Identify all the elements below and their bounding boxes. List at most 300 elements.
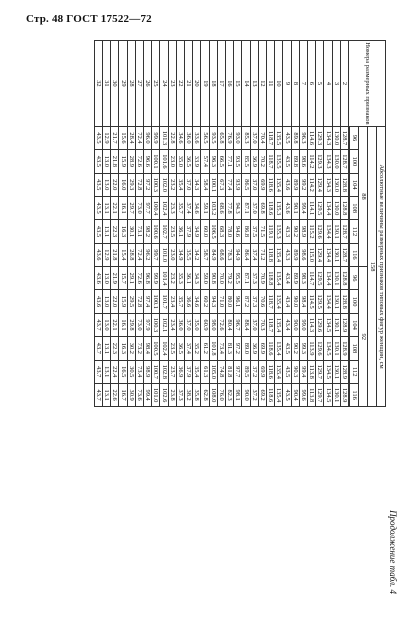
table-cell: 37.2 — [250, 360, 258, 383]
table-cell: 13.1 — [102, 360, 110, 383]
table-cell: 13.0 — [102, 267, 110, 290]
table-row — [299, 41, 307, 407]
table-cell: 87.1 — [242, 267, 250, 290]
table-cell: 99.9 — [152, 126, 160, 149]
table-cell: 16.0 — [119, 173, 127, 196]
table-cell: 80.4 — [225, 313, 233, 336]
table-cell: 67.3 — [217, 173, 225, 196]
row-number: 6 — [307, 41, 315, 127]
table-cell: 118.6 — [266, 173, 274, 196]
table-body — [94, 41, 348, 407]
table-cell: 128.8 — [340, 196, 348, 219]
table-title: Абсолютные величины размерных признаков типовых фигур женщин, см — [377, 126, 386, 407]
table-cell: 100.3 — [152, 173, 160, 196]
table-cell: 15.9 — [119, 290, 127, 313]
table-cell: 43.3 — [283, 220, 291, 243]
table-cell: 23.7 — [168, 360, 176, 383]
table-row — [111, 41, 119, 407]
table-cell: 128.9 — [340, 360, 348, 383]
table-cell: 15.7 — [119, 267, 127, 290]
table-cell: 99.4 — [143, 383, 151, 406]
row-number: 10 — [275, 41, 283, 127]
table-row — [201, 41, 209, 407]
row-number: 27 — [135, 41, 143, 127]
table-cell: 135.4 — [275, 337, 283, 360]
table-cell: 113.8 — [307, 383, 315, 406]
table-cell: 73.0 — [135, 313, 143, 336]
row-number: 4 — [324, 41, 332, 127]
table-cell: 35.0 — [193, 313, 201, 336]
table-cell: 93.5 — [234, 150, 242, 173]
table-cell: 130.1 — [332, 220, 340, 243]
table-cell: 16.1 — [119, 196, 127, 219]
table-row — [234, 41, 242, 407]
row-number: 23 — [168, 41, 176, 127]
table-cell: 96.2 — [143, 243, 151, 266]
table-cell: 134.5 — [324, 360, 332, 383]
table-cell: 105.0 — [209, 360, 217, 383]
table-cell: 43.5 — [283, 337, 291, 360]
table-cell: 89.9 — [291, 173, 299, 196]
table-cell: 94.3 — [234, 196, 242, 219]
table-cell: 90.2 — [291, 220, 299, 243]
table-cell: 128.9 — [340, 383, 348, 406]
row-number: 16 — [225, 41, 233, 127]
table-cell: 61.2 — [201, 337, 209, 360]
table-cell: 134.4 — [324, 196, 332, 219]
table-cell: 33.9 — [193, 150, 201, 173]
table-row — [135, 41, 143, 407]
table-cell: 98.6 — [299, 243, 307, 266]
table-cell: 77.4 — [225, 173, 233, 196]
table-cell: 43.7 — [94, 337, 102, 360]
table-cell: 128.7 — [340, 150, 348, 173]
table-cell: 43.5 — [94, 196, 102, 219]
table-cell: 23.0 — [168, 150, 176, 173]
table-cell: 23.0 — [168, 243, 176, 266]
table-cell: 30.5 — [127, 360, 135, 383]
table-cell: 77.1 — [225, 150, 233, 173]
table-cell: 43.5 — [283, 360, 291, 383]
table-cell: 98.1 — [234, 383, 242, 406]
table-cell: 128.8 — [340, 290, 348, 313]
table-cell: 89.5 — [242, 360, 250, 383]
table-cell: 102.4 — [160, 337, 168, 360]
table-cell: 130.0 — [332, 196, 340, 219]
table-cell: 99.4 — [299, 196, 307, 219]
table-cell: 86.8 — [242, 220, 250, 243]
table-cell: 34.2 — [193, 243, 201, 266]
row-number: 18 — [209, 41, 217, 127]
table-cell: 43.4 — [283, 313, 291, 336]
chest-group-header: 92 — [359, 267, 368, 407]
hip-size-header: 100 — [350, 290, 359, 313]
table-cell: 100.3 — [152, 313, 160, 336]
table-cell: 135.4 — [275, 173, 283, 196]
table-cell: 35.2 — [193, 337, 201, 360]
table-cell: 130.0 — [332, 126, 340, 149]
table-row — [266, 41, 274, 407]
table-cell: 29.7 — [127, 196, 135, 219]
table-row — [94, 41, 102, 407]
table-cell: 13.1 — [102, 196, 110, 219]
table-cell: 36.9 — [250, 337, 258, 360]
table-cell: 102.0 — [160, 173, 168, 196]
table-cell: 43.6 — [283, 196, 291, 219]
table-cell: 69.9 — [258, 173, 266, 196]
table-cell: 34.6 — [193, 290, 201, 313]
table-cell: 87.1 — [242, 196, 250, 219]
table-cell: 129.4 — [316, 173, 324, 196]
table-cell: 43.5 — [283, 150, 291, 173]
row-number: 15 — [234, 41, 242, 127]
table-cell: 93.5 — [209, 126, 217, 149]
row-number: 7 — [299, 41, 307, 127]
table-cell: 37.0 — [250, 126, 258, 149]
table-cell: 118.6 — [266, 337, 274, 360]
table-cell: 98.6 — [299, 150, 307, 173]
table-cell: 129.7 — [316, 383, 324, 406]
table-row — [225, 41, 233, 407]
table-cell: 94.9 — [234, 243, 242, 266]
row-number: 9 — [283, 41, 291, 127]
row-number: 22 — [176, 41, 184, 127]
table-cell: 35.4 — [176, 173, 184, 196]
table-row — [143, 41, 151, 407]
table-cell: 16.3 — [119, 220, 127, 243]
table-cell: 134.3 — [324, 173, 332, 196]
table-cell: 97.4 — [143, 290, 151, 313]
table-cell: 101.7 — [160, 290, 168, 313]
row-number: 8 — [291, 41, 299, 127]
table-cell: 70.0 — [217, 267, 225, 290]
table-row — [102, 41, 110, 407]
table-cell: 34.6 — [176, 126, 184, 149]
table-cell: 102.4 — [160, 196, 168, 219]
table-row — [250, 41, 258, 407]
table-cell: 13.0 — [102, 313, 110, 336]
table-cell: 43.5 — [94, 126, 102, 149]
table-cell: 35.7 — [176, 290, 184, 313]
table-cell: 36.0 — [176, 313, 184, 336]
table-cell: 103.2 — [209, 196, 217, 219]
hip-size-header: 104 — [350, 173, 359, 196]
table-cell: 97.7 — [234, 360, 242, 383]
table-cell: 76.0 — [217, 383, 225, 406]
table-cell: 89.8 — [291, 126, 299, 149]
table-row — [184, 41, 192, 407]
table-cell: 134.5 — [324, 313, 332, 336]
table-cell: 23.2 — [168, 173, 176, 196]
table-cell: 96.6 — [143, 150, 151, 173]
table-cell: 102.7 — [160, 220, 168, 243]
table-cell: 115.2 — [307, 220, 315, 243]
table-cell: 128.7 — [340, 243, 348, 266]
table-cell: 23.8 — [168, 383, 176, 406]
table-cell: 135.4 — [275, 383, 283, 406]
table-cell: 101.0 — [160, 243, 168, 266]
page-header: Стр. 48 ГОСТ 17522—72 — [26, 13, 152, 25]
table-cell: 56.5 — [201, 126, 209, 149]
table-cell: 101.4 — [160, 267, 168, 290]
table-cell: 85.3 — [242, 126, 250, 149]
table-cell: 43.6 — [283, 173, 291, 196]
table-cell: 108.0 — [209, 383, 217, 406]
table-row — [193, 41, 201, 407]
table-cell: 135.5 — [275, 126, 283, 149]
table-cell: 78.3 — [225, 243, 233, 266]
table-cell: 128.9 — [340, 313, 348, 336]
table-cell: 15.9 — [119, 150, 127, 173]
table-cell: 58.7 — [201, 243, 209, 266]
table-cell: 29.8 — [127, 313, 135, 336]
hip-size-header: 108 — [350, 337, 359, 360]
table-cell: 114.5 — [307, 290, 315, 313]
table-row — [332, 41, 340, 407]
table-cell: 13.0 — [102, 150, 110, 173]
table-cell: 90.0 — [291, 290, 299, 313]
table-cell: 134.3 — [324, 126, 332, 149]
table-cell: 90.0 — [242, 383, 250, 406]
table-cell: 13.1 — [102, 383, 110, 406]
table-cell: 135.3 — [275, 196, 283, 219]
table-cell: 129.5 — [316, 196, 324, 219]
table-cell: 69.9 — [258, 337, 266, 360]
table-cell: 98.9 — [143, 360, 151, 383]
table-cell: 72.4 — [135, 126, 143, 149]
row-number: 13 — [250, 41, 258, 127]
table-cell: 70.6 — [258, 290, 266, 313]
table-cell: 118.6 — [266, 360, 274, 383]
table-cell: 43.5 — [94, 173, 102, 196]
table-cell: 113.9 — [307, 337, 315, 360]
table-cell: 34.6 — [193, 196, 201, 219]
table-cell: 59.0 — [201, 267, 209, 290]
row-number: 28 — [127, 41, 135, 127]
table-cell: 23.3 — [168, 196, 176, 219]
row-number: 20 — [193, 41, 201, 127]
table-cell: 22.6 — [111, 383, 119, 406]
row-number: 31 — [102, 41, 110, 127]
row-number: 19 — [201, 41, 209, 127]
table-cell: 129.7 — [316, 360, 324, 383]
table-cell: 43.5 — [94, 150, 102, 173]
table-cell: 73.4 — [135, 360, 143, 383]
table-cell: 115.0 — [307, 243, 315, 266]
table-cell: 73.4 — [217, 337, 225, 360]
table-cell: 118.8 — [266, 243, 274, 266]
table-cell: 57.4 — [201, 150, 209, 173]
table-cell: 68.6 — [217, 196, 225, 219]
table-cell: 60.2 — [201, 290, 209, 313]
table-cell: 28.9 — [127, 150, 135, 173]
table-cell: 113.8 — [307, 360, 315, 383]
table-row — [127, 41, 135, 407]
table-cell: 129.6 — [316, 220, 324, 243]
table-cell: 135.4 — [275, 313, 283, 336]
table-cell: 13.0 — [102, 290, 110, 313]
row-number: 25 — [152, 41, 160, 127]
table-cell: 72.4 — [135, 243, 143, 266]
table-cell: 90.0 — [291, 313, 299, 336]
table-cell: 114.3 — [307, 313, 315, 336]
table-cell: 22.1 — [111, 196, 119, 219]
table-cell: 23.2 — [168, 267, 176, 290]
row-number: 14 — [242, 41, 250, 127]
table-row — [291, 41, 299, 407]
table-cell: 100.5 — [152, 337, 160, 360]
table-cell: 70.2 — [258, 150, 266, 173]
table-cell: 69.8 — [258, 196, 266, 219]
table-cell: 23.5 — [168, 337, 176, 360]
table-cell: 90.1 — [291, 196, 299, 219]
table-cell: 13.1 — [102, 337, 110, 360]
table-cell: 98.9 — [299, 220, 307, 243]
table-row — [283, 41, 291, 407]
row-number: 11 — [266, 41, 274, 127]
table-cell: 99.0 — [299, 313, 307, 336]
table-cell: 66.5 — [217, 150, 225, 173]
table-cell: 36.5 — [184, 150, 192, 173]
table-cell: 22.4 — [111, 360, 119, 383]
table-cell: 22.8 — [168, 126, 176, 149]
table-cell: 135.5 — [275, 150, 283, 173]
table-cell: 100.4 — [152, 196, 160, 219]
table-cell: 101.0 — [152, 383, 160, 406]
table-cell: 33.6 — [193, 126, 201, 149]
table-cell: 101.8 — [209, 337, 217, 360]
table-cell: 85.5 — [242, 150, 250, 173]
table-cell: 37.0 — [250, 173, 258, 196]
table-cell: 21.9 — [111, 267, 119, 290]
table-cell: 89.8 — [291, 150, 299, 173]
table-cell: 128.9 — [340, 337, 348, 360]
table-cell: 30.9 — [127, 383, 135, 406]
table-cell: 93.9 — [234, 173, 242, 196]
table-cell: 35.7 — [176, 196, 184, 219]
table-cell: 16.5 — [119, 360, 127, 383]
table-row — [324, 41, 332, 407]
table-row — [119, 41, 127, 407]
table-cell: 118.6 — [266, 383, 274, 406]
table-cell: 130.0 — [332, 173, 340, 196]
table-cell: 35.8 — [193, 383, 201, 406]
table-cell: 86.5 — [242, 173, 250, 196]
table-cell: 22.0 — [111, 173, 119, 196]
table-cell: 102.8 — [160, 360, 168, 383]
table-cell: 89.9 — [291, 267, 299, 290]
table-cell: 34.3 — [193, 173, 201, 196]
table-cell: 15.6 — [119, 126, 127, 149]
table-cell: 43.4 — [283, 290, 291, 313]
table-row — [275, 41, 283, 407]
table-cell: 70.4 — [258, 126, 266, 149]
hip-size-header: 96 — [350, 126, 359, 149]
table-cell: 102.6 — [160, 383, 168, 406]
table-cell: 96.3 — [299, 126, 307, 149]
table-cell: 77.8 — [225, 196, 233, 219]
table-cell: 101.3 — [160, 126, 168, 149]
table-cell: 128.7 — [340, 220, 348, 243]
measurement-table — [94, 40, 386, 407]
table-cell: 23.4 — [168, 313, 176, 336]
table-cell: 128.8 — [340, 173, 348, 196]
table-cell: 81.3 — [225, 337, 233, 360]
table-cell: 129.5 — [316, 267, 324, 290]
hip-size-header: 100 — [350, 150, 359, 173]
table-cell: 80.0 — [225, 290, 233, 313]
chest-group-header: 88 — [359, 126, 368, 266]
table-cell: 69.2 — [258, 383, 266, 406]
table-cell: 134.3 — [324, 150, 332, 173]
table-cell: 60.9 — [201, 313, 209, 336]
table-cell: 95.5 — [234, 267, 242, 290]
table-cell: 118.8 — [266, 267, 274, 290]
table-cell: 134.5 — [324, 337, 332, 360]
table-cell: 29.5 — [127, 290, 135, 313]
table-cell: 23.4 — [168, 290, 176, 313]
table-cell: 114.7 — [307, 267, 315, 290]
table-cell: 96.8 — [143, 267, 151, 290]
table-cell: 37.4 — [184, 196, 192, 219]
table-cell: 76.9 — [225, 126, 233, 149]
hip-size-header: 112 — [350, 220, 359, 243]
table-cell: 13.0 — [102, 173, 110, 196]
table-cell: 73.0 — [135, 196, 143, 219]
table-cell: 43.3 — [283, 243, 291, 266]
table-row — [176, 41, 184, 407]
row-label-header: Номера размерных признаков — [349, 41, 386, 127]
table-row — [152, 41, 160, 407]
table-cell: 43.7 — [94, 383, 102, 406]
row-number: 32 — [94, 41, 102, 127]
table-cell: 43.6 — [94, 267, 102, 290]
table-cell: 100.1 — [152, 290, 160, 313]
height-group-header: 158 — [368, 126, 377, 407]
table-cell: 129.4 — [316, 243, 324, 266]
table-cell: 94.6 — [234, 220, 242, 243]
table-cell: 28.4 — [127, 126, 135, 149]
table-cell: 43.6 — [94, 290, 102, 313]
table-cell: 118.7 — [266, 150, 274, 173]
hip-size-header: 108 — [350, 196, 359, 219]
table-cell: 16.7 — [119, 383, 127, 406]
table-cell: 134.4 — [324, 267, 332, 290]
table-cell: 130.1 — [332, 290, 340, 313]
table-cell: 35.3 — [176, 267, 184, 290]
table-cell: 90.3 — [291, 360, 299, 383]
table-cell: 93.0 — [234, 126, 242, 149]
table-cell: 22.3 — [111, 337, 119, 360]
table-cell: 30.1 — [127, 220, 135, 243]
table-cell: 134.4 — [324, 290, 332, 313]
table-row — [340, 41, 348, 407]
table-cell: 35.0 — [176, 150, 184, 173]
table-cell: 43.6 — [94, 243, 102, 266]
table-cell: 23.5 — [168, 220, 176, 243]
table-cell: 100.7 — [152, 360, 160, 383]
table-cell: 13.1 — [102, 220, 110, 243]
table-cell: 90.8 — [209, 267, 217, 290]
table-cell: 70.3 — [258, 313, 266, 336]
table-cell: 119.1 — [266, 220, 274, 243]
table-cell: 130.0 — [332, 150, 340, 173]
table-cell: 37.4 — [250, 243, 258, 266]
table-row — [307, 41, 315, 407]
row-number: 12 — [258, 41, 266, 127]
table-cell: 135.3 — [275, 220, 283, 243]
hip-size-header: 116 — [350, 383, 359, 406]
